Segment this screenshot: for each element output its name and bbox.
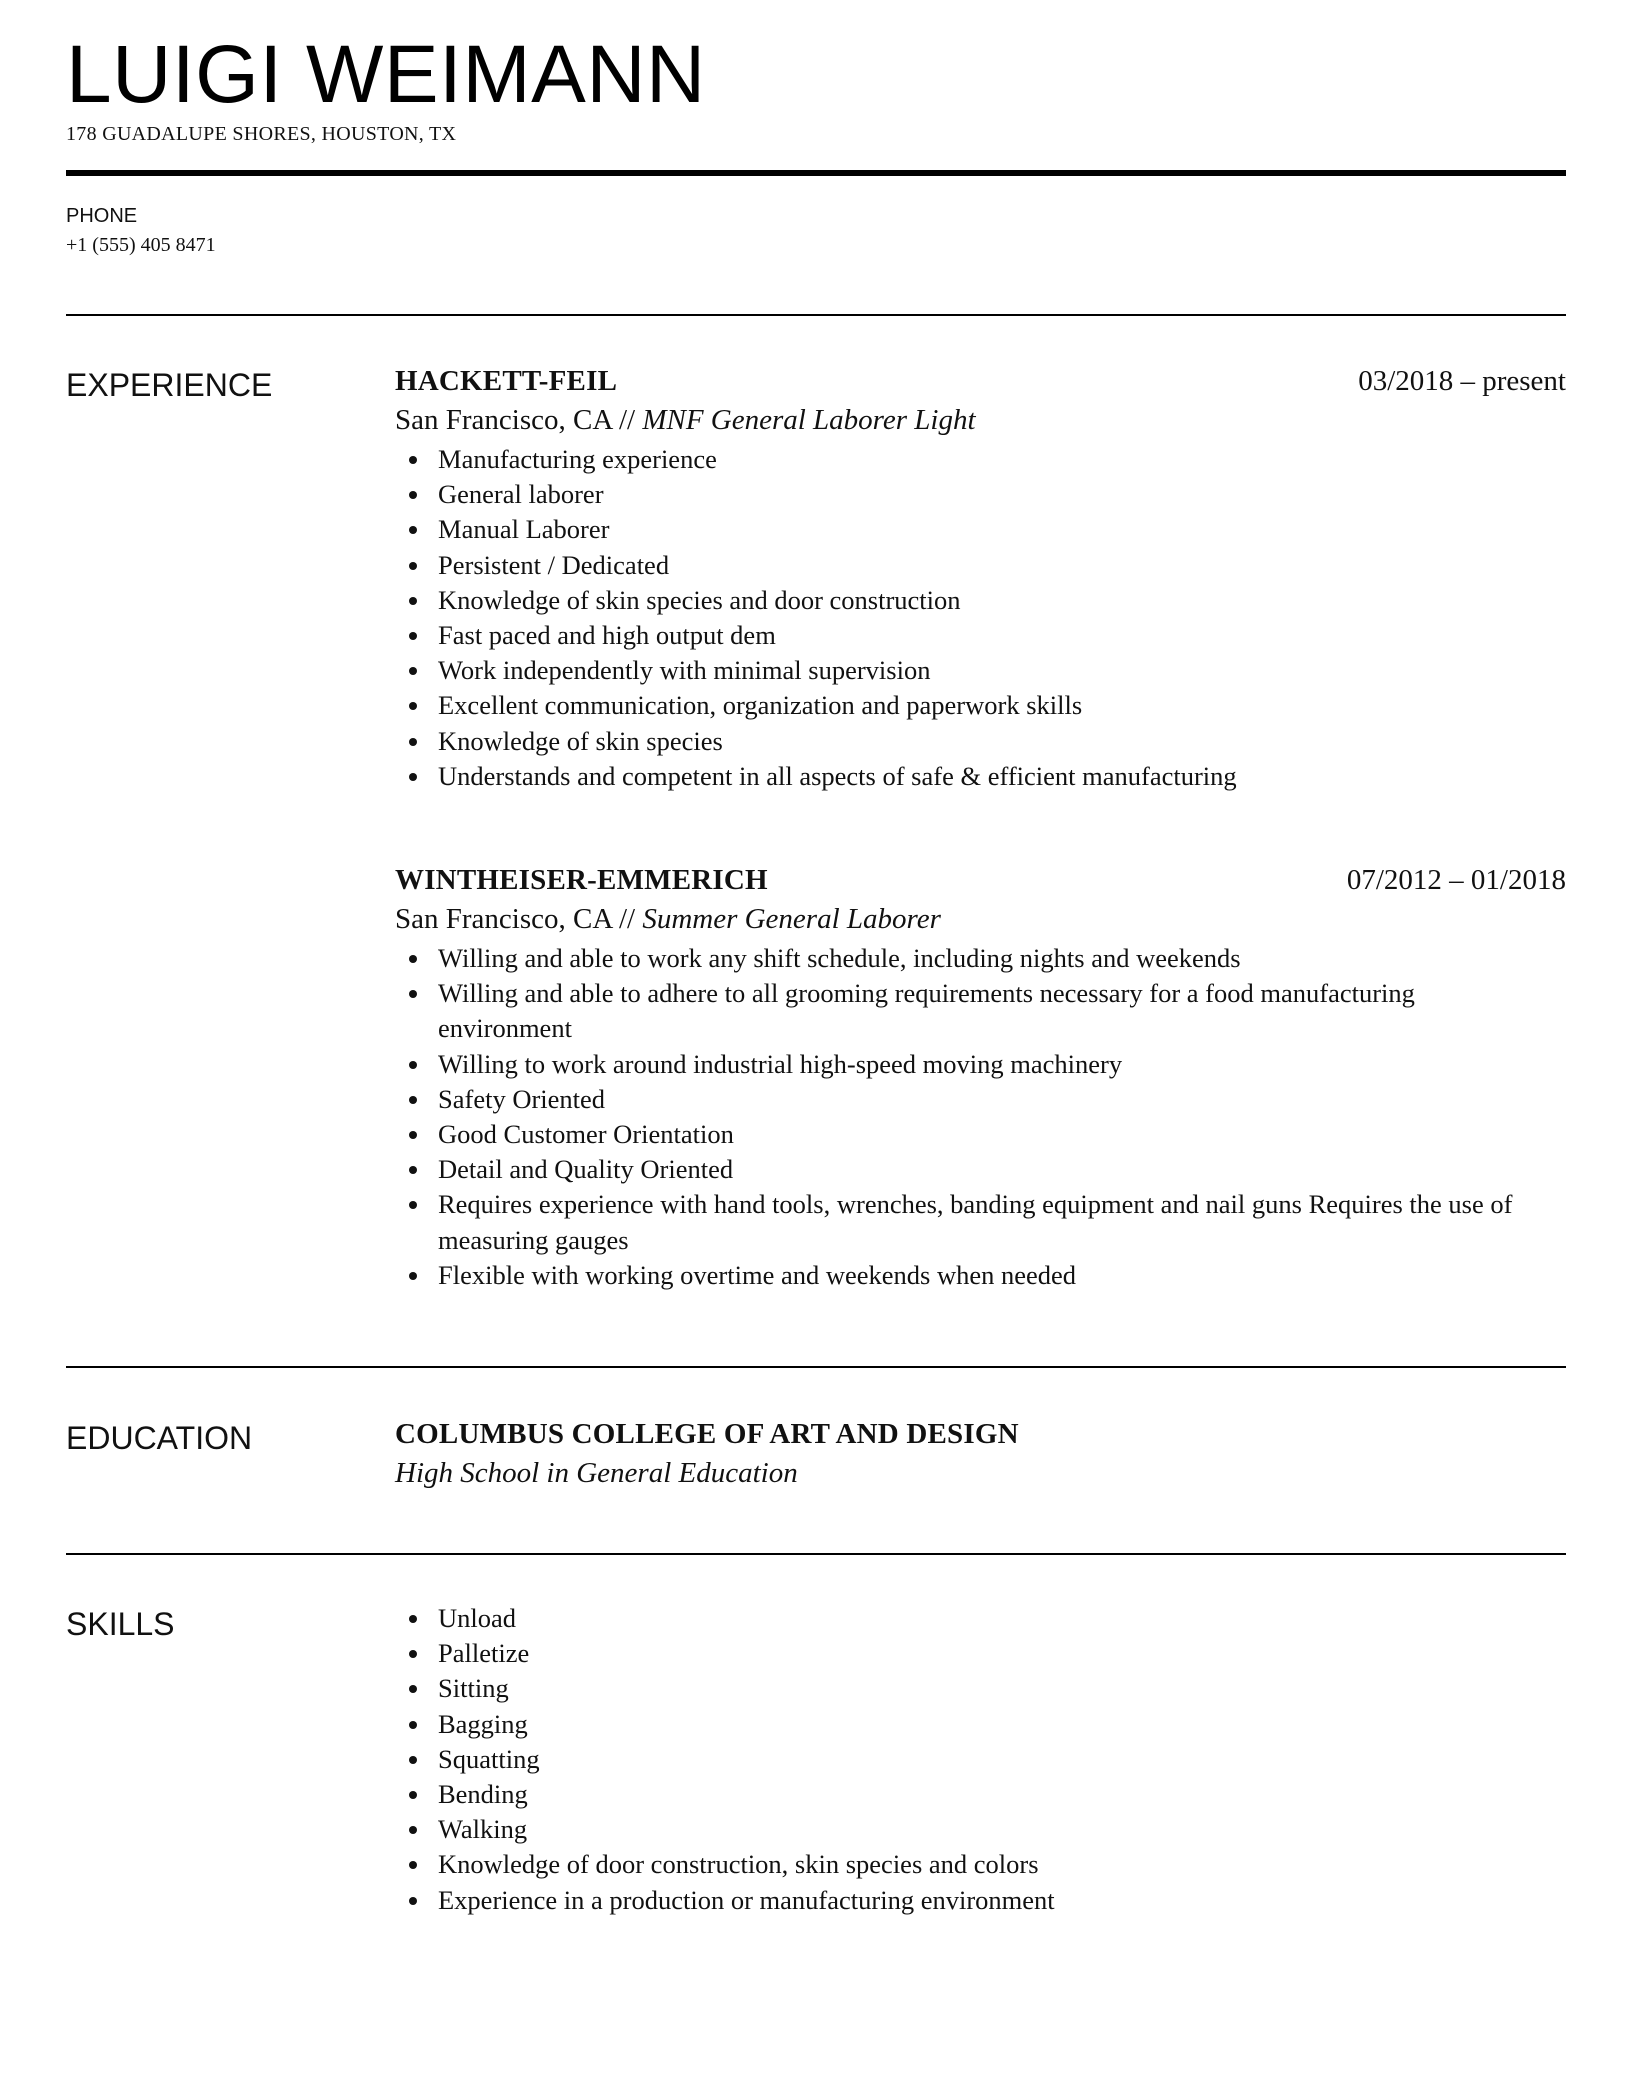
list-item: Excellent communication, organization and paperwork skills — [438, 688, 1566, 723]
list-item: Knowledge of skin species — [438, 724, 1566, 759]
job-entry — [395, 362, 1566, 794]
education-entry — [395, 1415, 1566, 1493]
list-item: Experience in a production or manufacturing environment — [438, 1883, 1566, 1918]
job-duties — [395, 941, 1566, 1293]
list-item: Understands and competent in all aspects of safe & efficient manufacturing — [438, 759, 1566, 794]
company-name: WINTHEISER-EMMERICH — [395, 864, 768, 896]
list-item: Squatting — [438, 1742, 1566, 1777]
list-item: Fast paced and high output dem — [438, 618, 1566, 653]
degree: High School in General Education — [395, 1457, 798, 1489]
list-item: Bending — [438, 1777, 1566, 1812]
list-item: Persistent / Dedicated — [438, 548, 1566, 583]
job-location-role — [395, 400, 1566, 440]
list-item: Work independently with minimal supervision — [438, 653, 1566, 688]
list-item: Walking — [438, 1812, 1566, 1847]
header-divider — [66, 170, 1566, 176]
section-divider — [66, 314, 1566, 316]
list-item: General laborer — [438, 477, 1566, 512]
experience-heading: EXPERIENCE — [66, 367, 273, 403]
job-location-role — [395, 899, 1566, 939]
list-item: Willing to work around industrial high-speed moving machinery — [438, 1047, 1566, 1082]
candidate-name: LUIGI WEIMANN — [66, 29, 706, 120]
skills-entry — [395, 1601, 1566, 1918]
job-location: San Francisco, CA — [395, 903, 612, 935]
list-item: Requires experience with hand tools, wrenches, banding equipment and nail guns Requires the use of measuring gauges — [438, 1187, 1566, 1257]
separator: // — [611, 404, 643, 436]
education-heading: EDUCATION — [66, 1420, 253, 1456]
section-divider — [66, 1553, 1566, 1555]
address: 178 GUADALUPE SHORES, HOUSTON, TX — [66, 123, 457, 145]
job-role: MNF General Laborer Light — [642, 404, 976, 436]
phone-number: +1 (555) 405 8471 — [66, 234, 216, 256]
job-entry — [395, 861, 1566, 1293]
list-item: Unload — [438, 1601, 1566, 1636]
list-item: Flexible with working overtime and weekends when needed — [438, 1258, 1566, 1293]
phone-label: PHONE — [66, 205, 138, 227]
job-duties — [395, 442, 1566, 794]
skills-list — [395, 1601, 1566, 1918]
list-item: Knowledge of skin species and door construction — [438, 583, 1566, 618]
list-item: Good Customer Orientation — [438, 1117, 1566, 1152]
list-item: Willing and able to work any shift schedule, including nights and weekends — [438, 941, 1566, 976]
separator: // — [611, 903, 643, 935]
job-location: San Francisco, CA — [395, 404, 612, 436]
list-item: Bagging — [438, 1707, 1566, 1742]
company-name: HACKETT-FEIL — [395, 365, 618, 397]
list-item: Safety Oriented — [438, 1082, 1566, 1117]
list-item: Knowledge of door construction, skin species and colors — [438, 1847, 1566, 1882]
job-dates: 03/2018 – present — [1358, 365, 1566, 397]
skills-heading: SKILLS — [66, 1606, 175, 1642]
list-item: Palletize — [438, 1636, 1566, 1671]
job-dates: 07/2012 – 01/2018 — [1346, 864, 1566, 896]
job-role: Summer General Laborer — [642, 903, 941, 935]
list-item: Willing and able to adhere to all grooming requirements necessary for a food manufacturing environment — [438, 976, 1566, 1046]
school-name: COLUMBUS COLLEGE OF ART AND DESIGN — [395, 1418, 1019, 1450]
list-item: Manufacturing experience — [438, 442, 1566, 477]
list-item: Manual Laborer — [438, 512, 1566, 547]
section-divider — [66, 1366, 1566, 1368]
list-item: Detail and Quality Oriented — [438, 1152, 1566, 1187]
list-item: Sitting — [438, 1671, 1566, 1706]
